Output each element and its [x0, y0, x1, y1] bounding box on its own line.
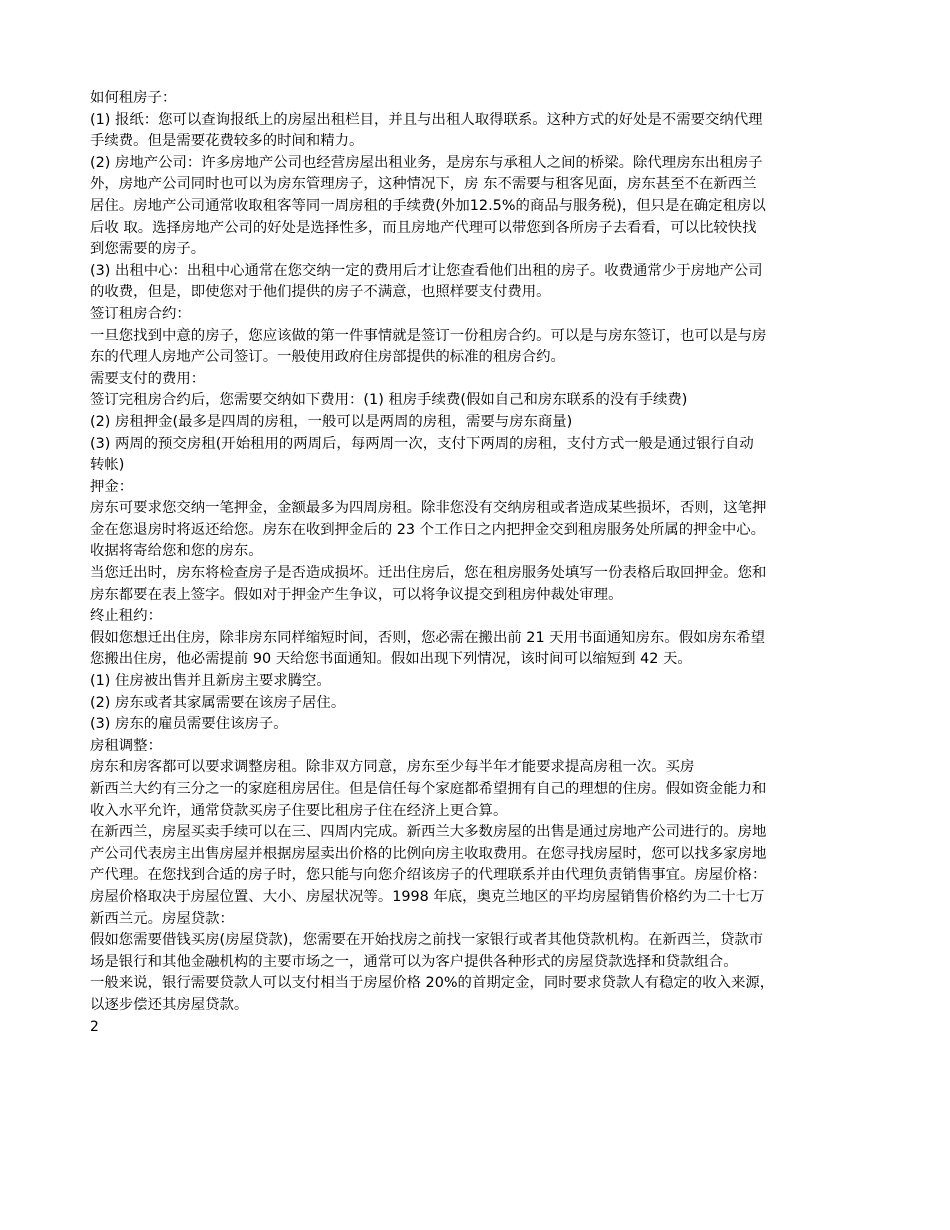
text-line: 居住。房地产公司通常收取租客等同一周房租的手续费(外加12.5%的商品与服务税)，但只是在确定租房以 — [90, 197, 766, 214]
text-line: (2) 房租押金(最多是四周的房租，一般可以是两周的房租，需要与房东商量) — [90, 413, 573, 430]
text-line: 后收 取。选择房地产公司的好处是选择性多，而且房地产代理可以带您到各所房子去看看，可以比较快找 — [90, 219, 757, 236]
text-line: 金在您退房时将返还给您。房东在收到押金后的 23 个工作日之内把押金交到租房服务处所属的押金中心。 — [90, 521, 766, 538]
text-line: 外，房地产公司同时也可以为房东管理房子，这种情况下，房 东不需要与租客见面，房东甚至不在新西兰 — [90, 176, 757, 193]
text-line: 东的代理人房地产公司签订。一般使用政府住房部提供的标准的租房合约。 — [90, 349, 565, 366]
text-line: 产代理。在您找到合适的房子时，您只能与向您介绍该房子的代理联系并由代理负责销售事宜。房屋价格： — [90, 867, 767, 884]
text-line: 房东和房客都可以要求调整房租。除非双方同意，房东至少每半年才能要求提高房租一次。买房 — [90, 759, 695, 776]
text-line: 签订完租房合约后，您需要交纳如下费用：(1) 租房手续费(假如自己和房东联系的没有手续费) — [90, 392, 688, 409]
text-line: (3) 出租中心：出租中心通常在您交纳一定的费用后才让您查看他们出租的房子。收费通常少于房地产公司 — [90, 262, 763, 279]
text-line: 新西兰大约有三分之一的家庭租房居住。但是信任每个家庭都希望拥有自己的理想的住房。假如资金能力和 — [90, 781, 767, 797]
text-line: 转帐) — [90, 457, 125, 474]
text-line: 的收费，但是，即使您对于他们提供的房子不满意，也照样要支付费用。 — [90, 284, 551, 301]
text-line: (1) 报纸：您可以查询报纸上的房屋出租栏目，并且与出租人取得联系。这种方式的好处是不需要交纳代理 — [90, 111, 763, 128]
text-line: 场是银行和其他金融机构的主要市场之一，通常可以为客户提供各种形式的房屋贷款选择和贷款组合。 — [90, 953, 738, 970]
document-page — [90, 88, 862, 1038]
text-line: (3) 两周的预交房租(开始租用的两周后，每两周一次，支付下两周的房租，支付方式一般是通过银行自动 — [90, 435, 754, 452]
text-line: 终止租约： — [90, 608, 162, 625]
text-line: 房租调整： — [90, 737, 162, 754]
text-line: 假如您需要借钱买房(房屋贷款)，您需要在开始找房之前找一家银行或者其他贷款机构。在新西兰，贷款市 — [90, 932, 764, 949]
text-line: 以逐步偿还其房屋贷款。 — [90, 996, 249, 1013]
text-line: 收据将寄给您和您的房东。 — [90, 543, 263, 560]
text-line: 需要支付的费用： — [90, 370, 206, 387]
page-number: 2 — [90, 1018, 99, 1035]
text-line: 如何租房子： — [90, 90, 177, 106]
text-line: 假如您想迁出住房，除非房东同样缩短时间，否则，您必需在搬出前 21 天用书面通知房东。假如房东希望 — [90, 629, 766, 646]
text-line: (1) 住房被出售并且新房主要求腾空。 — [90, 673, 331, 690]
text-line: 一旦您找到中意的房子，您应该做的第一件事情就是签订一份租房合约。可以是与房东签订，也可以是与房 — [90, 327, 767, 344]
text-line: 房东都要在表上签字。假如对于押金产生争议，可以将争议提交到租房仲裁处审理。 — [90, 586, 623, 603]
text-line: 您搬出住房，他必需提前 90 天给您书面通知。假如出现下列情况，该时间可以缩短到 42 天。 — [90, 651, 692, 668]
text-line: 手续费。但是需要花费较多的时间和精力。 — [90, 133, 364, 150]
text-line: 签订租房合约： — [90, 305, 191, 322]
text-line: 在新西兰，房屋买卖手续可以在三、四周内完成。新西兰大多数房屋的出售是通过房地产公司进行的。房地 — [90, 824, 767, 841]
text-line: 当您迁出时，房东将检查房子是否造成损坏。迁出住房后，您在租房服务处填写一份表格后取回押金。您和 — [90, 565, 767, 582]
text-line: 新西兰元。房屋贷款： — [90, 910, 234, 927]
text-line: (2) 房东或者其家属需要在该房子居住。 — [90, 694, 346, 711]
text-line: (2) 房地产公司：许多房地产公司也经营房屋出租业务，是房东与承租人之间的桥梁。除代理房东出租房子 — [90, 154, 763, 171]
text-line: 到您需要的房子。 — [90, 241, 206, 258]
text-line: (3) 房东的雇员需要住该房子。 — [90, 716, 288, 733]
text-line: 房屋价格取决于房屋位置、大小、房屋状况等。1998 年底，奥克兰地区的平均房屋销售价格约为二十七万 — [90, 888, 765, 905]
text-line: 收入水平允许，通常贷款买房子住要比租房子住在经济上更合算。 — [90, 802, 508, 819]
text-line: 一般来说，银行需要贷款人可以支付相当于房屋价格 20%的首期定金，同时要求贷款人有稳定的收入来源， — [90, 975, 775, 992]
text-line: 产公司代表房主出售房屋并根据房屋卖出价格的比例向房主收取费用。在您寻找房屋时，您可以找多家房地 — [90, 845, 767, 862]
text-line: 房东可要求您交纳一笔押金，金额最多为四周房租。除非您没有交纳房租或者造成某些损坏，否则，这笔押 — [90, 500, 767, 517]
text-line: 押金： — [90, 478, 134, 495]
